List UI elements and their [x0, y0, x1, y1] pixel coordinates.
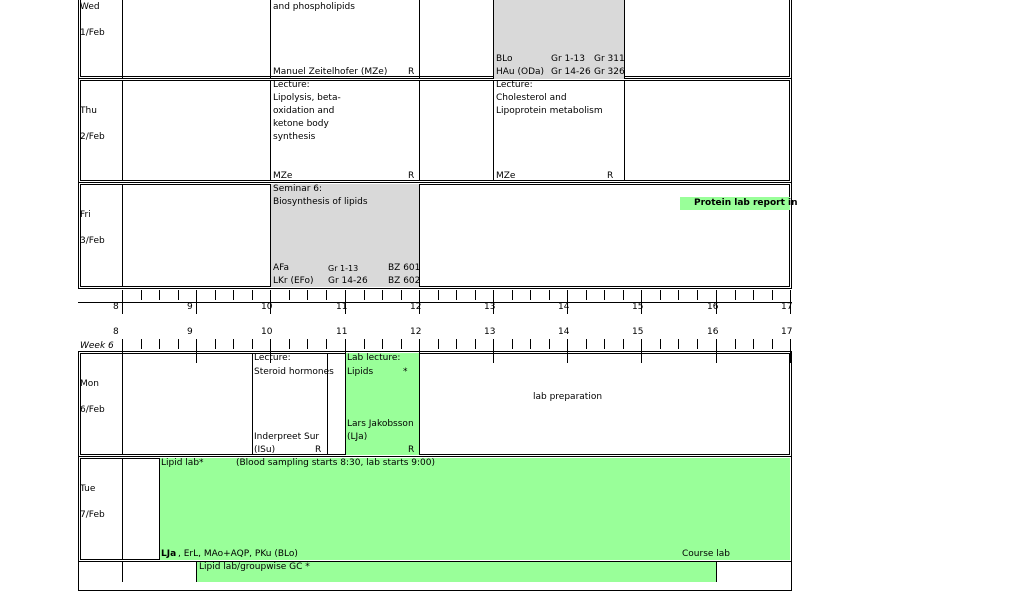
- axis-minor-tick: [178, 339, 179, 349]
- axis-minor-tick: [307, 290, 308, 300]
- seminar-room: BZ 601: [388, 263, 421, 273]
- thu-divider: [270, 80, 271, 181]
- lab-preparation: lab preparation: [533, 392, 603, 402]
- axis-minor-tick: [326, 290, 327, 300]
- axis-minor-tick: [530, 290, 531, 300]
- axis-minor-tick: [401, 290, 402, 300]
- mon-divider: [252, 353, 253, 455]
- axis-minor-tick: [233, 339, 234, 349]
- axis-minor-tick: [159, 290, 160, 300]
- axis-hour-label: 16: [707, 327, 719, 337]
- axis-minor-tick: [623, 339, 624, 349]
- date-label: 6/Feb: [80, 405, 105, 415]
- date-label: 1/Feb: [80, 28, 105, 38]
- axis-minor-tick: [678, 290, 679, 300]
- day-label: Tue: [80, 484, 96, 494]
- report-deadline-text: Protein lab report in: [694, 198, 798, 208]
- axis-minor-tick: [141, 290, 142, 300]
- day-label: Fri: [80, 210, 91, 220]
- seminar-group: Gr 1-13: [551, 54, 585, 64]
- axis-minor-tick: [307, 339, 308, 349]
- axis-baseline: [78, 302, 792, 303]
- lecturer-name: Inderpreet Sur: [254, 432, 320, 442]
- axis-minor-tick: [772, 290, 773, 300]
- axis-minor-tick: [604, 339, 605, 349]
- axis-hour-label: 13: [484, 302, 496, 312]
- axis-minor-tick: [549, 339, 550, 349]
- thu-divider: [624, 80, 625, 181]
- mon-divider: [122, 353, 123, 455]
- axis-hour-label: 17: [781, 327, 793, 337]
- day-label: Wed: [80, 2, 100, 12]
- axis-hour-label: 16: [707, 302, 719, 312]
- axis-hour-label: 9: [187, 302, 193, 312]
- tue-divider: [122, 458, 123, 560]
- lecturer-name: (ISu): [254, 445, 276, 455]
- seminar-title: Biosynthesis of lipids: [273, 197, 368, 207]
- room-mark: R: [607, 171, 614, 181]
- axis-hour-label: 12: [410, 327, 422, 337]
- seminar-room: Gr 311: [594, 54, 625, 64]
- axis-minor-tick: [252, 339, 253, 349]
- lipid-lab-block: [159, 458, 790, 560]
- wed2-divider: [122, 562, 123, 582]
- thu-divider: [122, 80, 123, 181]
- axis-minor-tick: [215, 339, 216, 349]
- axis-minor-tick: [364, 339, 365, 349]
- axis-minor-tick: [512, 339, 513, 349]
- day-label: Thu: [80, 106, 97, 116]
- axis-hour-label: 8: [113, 302, 119, 312]
- axis-hour-label: 10: [261, 302, 273, 312]
- room-mark: R: [408, 171, 415, 181]
- axis-minor-tick: [697, 290, 698, 300]
- axis-minor-tick: [215, 290, 216, 300]
- lecturer-name: Manuel Zeitelhofer (MZe): [273, 67, 388, 77]
- axis-minor-tick: [475, 339, 476, 349]
- lab-note: (Blood sampling starts 8:30, lab starts 9:00): [236, 458, 436, 468]
- axis-minor-tick: [530, 339, 531, 349]
- axis-minor-tick: [289, 290, 290, 300]
- axis-minor-tick: [382, 339, 383, 349]
- wed-divider: [122, 0, 123, 79]
- axis-minor-tick: [586, 339, 587, 349]
- axis-minor-tick: [326, 339, 327, 349]
- lecture-text: ketone body: [273, 119, 329, 129]
- seminar-teacher: BLo: [496, 54, 513, 64]
- axis-hour-label: 11: [336, 327, 348, 337]
- lecturer-name: MZe: [496, 171, 516, 181]
- axis-hour-label: 8: [113, 327, 119, 337]
- axis-minor-tick: [660, 290, 661, 300]
- axis-minor-tick: [735, 290, 736, 300]
- lecture-text: Lecture:: [254, 353, 291, 363]
- seminar-teacher: AFa: [273, 263, 290, 273]
- lecture-text: Steroid hormones: [254, 367, 334, 377]
- thu-divider: [419, 80, 420, 181]
- axis-minor-tick: [159, 339, 160, 349]
- lecture-text: Lipoprotein metabolism: [496, 106, 603, 116]
- lab-lead: LJa: [161, 549, 177, 559]
- axis-minor-tick: [660, 339, 661, 349]
- axis-minor-tick: [456, 290, 457, 300]
- lecture-text: oxidation and: [273, 106, 335, 116]
- axis-hour-label: 10: [261, 327, 273, 337]
- seminar-room: Gr 326: [594, 67, 625, 77]
- axis-minor-tick: [233, 290, 234, 300]
- lab-title: Lipid lab: [161, 458, 200, 468]
- room-mark: R: [408, 67, 415, 77]
- axis-minor-tick: [697, 339, 698, 349]
- axis-hour-label: 17: [781, 302, 793, 312]
- lecture-text: Lecture:: [273, 80, 310, 90]
- lecture-text: synthesis: [273, 132, 316, 142]
- lab-title: Lipid lab/groupwise GC *: [199, 562, 310, 572]
- room-mark: R: [315, 445, 322, 455]
- seminar-group: Gr 1-13: [328, 264, 359, 273]
- lab-lecture-text: Lab lecture:: [347, 353, 401, 363]
- axis-minor-tick: [586, 290, 587, 300]
- lab-staff: , ErL, MAo+AQP, PKu (BLo): [178, 549, 298, 559]
- axis-major-tick: [122, 290, 123, 314]
- axis-hour-label: 11: [336, 302, 348, 312]
- lecture-text: Cholesterol and: [496, 93, 567, 103]
- axis-minor-tick: [382, 290, 383, 300]
- date-label: 2/Feb: [80, 132, 105, 142]
- lecture-text: Lecture:: [496, 80, 533, 90]
- axis-minor-tick: [252, 290, 253, 300]
- axis-minor-tick: [401, 339, 402, 349]
- week-label: Week 6: [80, 341, 114, 351]
- axis-minor-tick: [512, 290, 513, 300]
- axis-minor-tick: [772, 339, 773, 349]
- star-mark: *: [199, 458, 204, 468]
- lecture-text: and phospholipids: [273, 2, 355, 12]
- seminar-teacher: HAu (ODa): [496, 67, 545, 77]
- axis-major-tick: [196, 290, 197, 314]
- wed-divider: [270, 0, 271, 79]
- wed-row-inner: [80, 0, 790, 77]
- lecture-text: Lipolysis, beta-: [273, 93, 341, 103]
- axis-minor-tick: [438, 339, 439, 349]
- thu-row-inner: [80, 80, 790, 181]
- axis-minor-tick: [438, 290, 439, 300]
- axis-hour-label: 13: [484, 327, 496, 337]
- room-mark: R: [408, 445, 415, 455]
- axis-hour-label: 12: [410, 302, 422, 312]
- thu-divider: [493, 80, 494, 181]
- axis-hour-label: 15: [632, 327, 644, 337]
- axis-minor-tick: [364, 290, 365, 300]
- axis-minor-tick: [678, 339, 679, 349]
- lecturer-name: Lars Jakobsson: [347, 419, 414, 429]
- axis-hour-label: 14: [558, 302, 570, 312]
- lab-lecture-text: Lipids: [347, 367, 374, 377]
- lecturer-name: (LJa): [347, 432, 368, 442]
- axis-hour-label: 14: [558, 327, 570, 337]
- axis-minor-tick: [735, 339, 736, 349]
- axis-minor-tick: [456, 339, 457, 349]
- date-label: 7/Feb: [80, 510, 105, 520]
- axis-minor-tick: [549, 290, 550, 300]
- axis-minor-tick: [475, 290, 476, 300]
- axis-minor-tick: [141, 339, 142, 349]
- axis-minor-tick: [623, 290, 624, 300]
- axis-minor-tick: [753, 290, 754, 300]
- date-label: 3/Feb: [80, 236, 105, 246]
- course-lab-label: Course lab: [682, 549, 731, 559]
- axis-minor-tick: [604, 290, 605, 300]
- wed-divider: [419, 0, 420, 79]
- seminar-title: Seminar 6:: [273, 184, 323, 194]
- axis-minor-tick: [178, 290, 179, 300]
- seminar-room: BZ 602: [388, 276, 421, 286]
- seminar-group: Gr 14-26: [551, 67, 591, 77]
- lecturer-name: MZe: [273, 171, 293, 181]
- axis-minor-tick: [289, 339, 290, 349]
- day-label: Mon: [80, 379, 99, 389]
- axis-minor-tick: [753, 339, 754, 349]
- seminar-teacher: LKr (EFo): [273, 276, 314, 286]
- axis-hour-label: 15: [632, 302, 644, 312]
- star-mark: *: [403, 367, 408, 377]
- mon-row-inner: [80, 353, 790, 455]
- fri-divider: [122, 184, 123, 287]
- axis-hour-label: 9: [187, 327, 193, 337]
- seminar-group: Gr 14-26: [328, 276, 368, 286]
